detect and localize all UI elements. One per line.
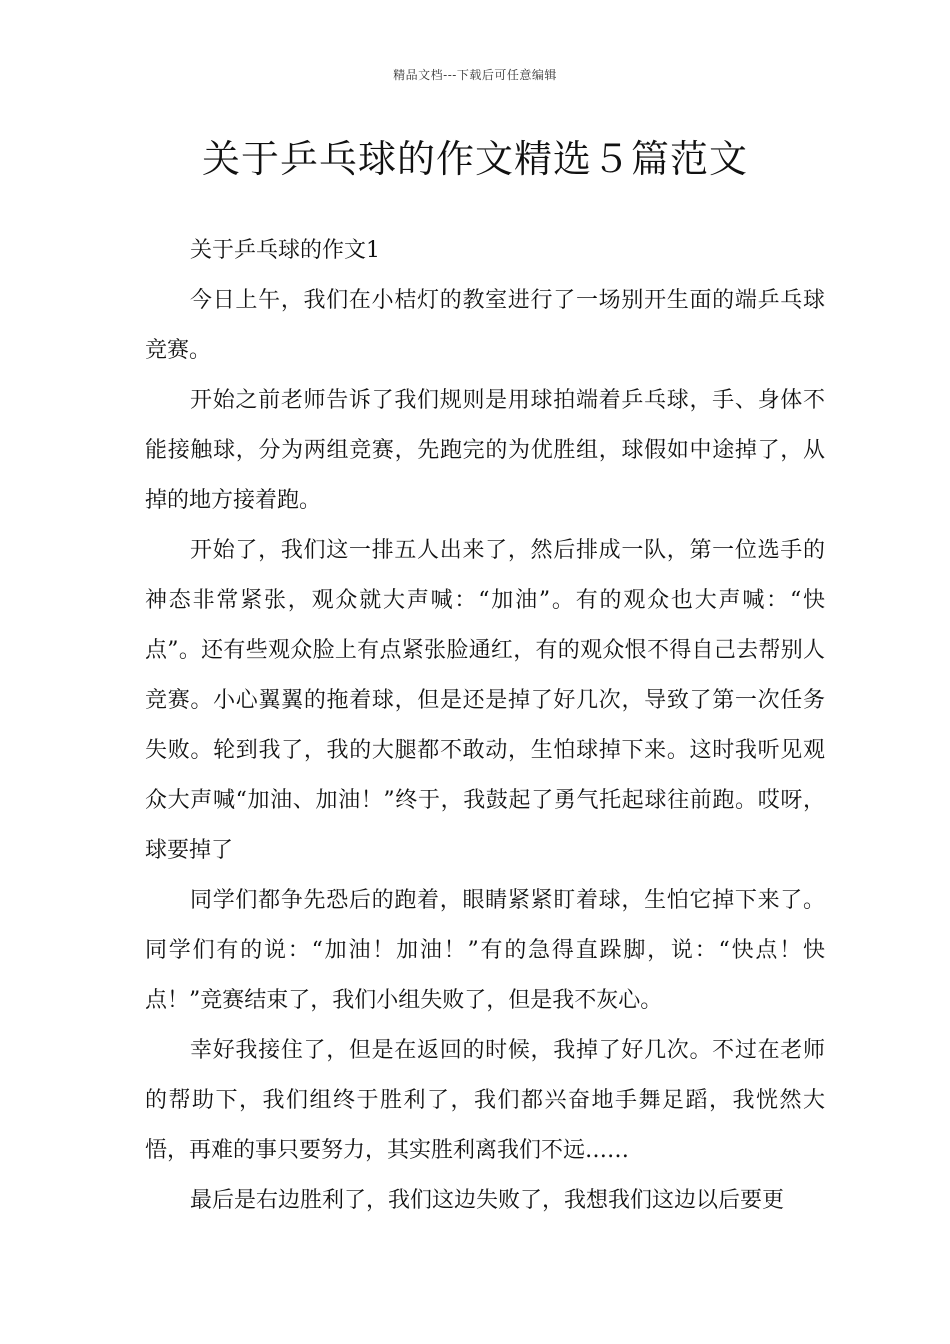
paragraph-6: 最后是右边胜利了，我们这边失败了，我想我们这边以后要更 <box>190 1188 785 1213</box>
paragraph-2: 开始之前老师告诉了我们规则是用球拍端着乒乓球，手、身体不能接触球，分为两组竞赛，先跑完的为优胜组，球假如中途掉了，从掉的地方接着跑。 <box>145 388 825 513</box>
essay-subtitle: 关于乒乓球的作文1 <box>190 238 380 263</box>
document-title: 关于乒乓球的作文精选５篇范文 <box>201 137 748 181</box>
header-watermark: 精品文档---下载后可任意编辑 <box>393 68 557 82</box>
paragraph-3: 开始了，我们这一排五人出来了，然后排成一队，第一位选手的神态非常紧张，观众就大声喊：“加油”。有的观众也大声喊：“快点”。还有些观众脸上有点紧张脸通红，有的观众恨不得自己去帮别人竞赛。小心翼翼的拖着球，但是还是掉了好几次，导致了第一次任务失败。轮到我了，我的大腿都不敢动，生怕球掉下来。这时我听见观众大声喊“加油、加油！”终于，我鼓起了勇气托起球往前跑。哎呀，球要掉了 <box>145 538 825 863</box>
paragraph-4: 同学们都争先恐后的跑着，眼睛紧紧盯着球，生怕它掉下来了。同学们有的说：“加油！加油！”有的急得直跺脚，说：“快点！快点！”竞赛结束了，我们小组失败了，但是我不灰心。 <box>145 888 825 1013</box>
document-body <box>145 226 825 1226</box>
paragraph-5: 幸好我接住了，但是在返回的时候，我掉了好几次。不过在老师的帮助下，我们组终于胜利了，我们都兴奋地手舞足蹈，我恍然大悟，再难的事只要努力，其实胜利离我们不远…… <box>145 1038 825 1163</box>
paragraph-1: 今日上午，我们在小桔灯的教室进行了一场别开生面的端乒乓球竞赛。 <box>145 288 825 363</box>
